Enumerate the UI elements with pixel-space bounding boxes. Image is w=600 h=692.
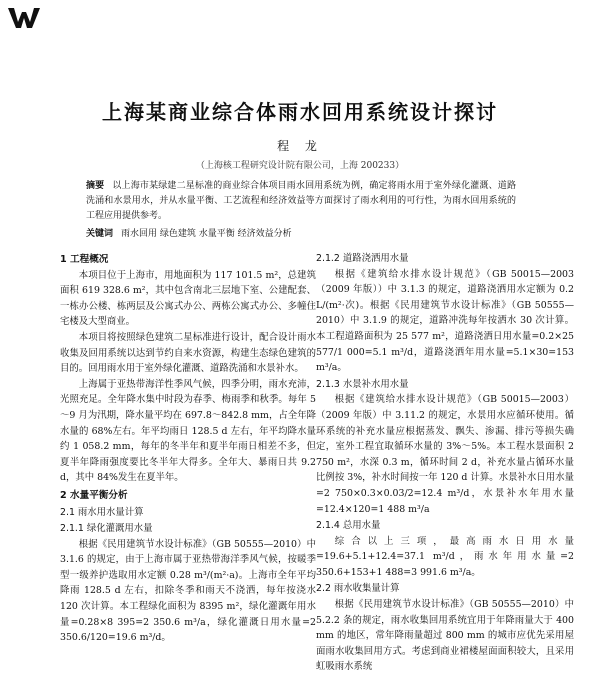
publisher-logo	[8, 4, 44, 30]
left-column	[60, 250, 316, 646]
paragraph: 根据《民用建筑节水设计标准》（GB 50555—2010）中 5.2.2 条的规定，雨水收集回用系统宜用于年降雨量大于 400 mm 的地区，常年降雨量超过 800 mm 的城市应优先采用屋面雨水收集回用方式。考虑到商业裙楼屋面面积较大，且采用虹吸雨水系统	[316, 599, 574, 673]
section-heading: 1 工程概况	[60, 254, 109, 265]
paragraph: 根据《建筑给水排水设计规范》（GB 50015—2003）（2009 年版）中 3.11.2 的规定，水景用水应循环使用。循环系统的补充水量应根据蒸发、飘失、渗漏、排污等损失确定，室外工程宜取循环水量的 3%～5%。本工程水景面积 2 750 m²，水深 0.3 m，循环时间 2 d，补充水量占循环水量比例按 3%，补水时间按一年 120 d 计算。水景补水日用水量=2 750×0.3×0.03/2=12.4 m³/d，水景补水年用水量=12.4×120=1 488 m³/a	[316, 394, 574, 515]
paragraph: 根据《民用建筑节水设计标准》（GB 50555—2010）中 3.1.6 的规定，由于上海市属于亚热带海洋季风气候，按暖季型一级养护选取用水定额 0.28 m³/(m²·a)。上海市全年平均降雨 128.5 d 左右，扣除冬季和雨天不浇洒，每年按浇水 120 次计算。本工程绿化面积为 8395 m²，绿化灌溉年用水量=0.28×8 395=2 350.6 m³/a，绿化灌溉日用水量=2 350.6/120=19.6 m³/d。	[60, 538, 316, 644]
author-name: 程 龙	[277, 139, 323, 153]
paragraph: 本项目将按照绿色建筑二星标准进行设计，配合设计雨水收集及回用系统以达到节约自来水资源，构建生态绿色建筑的目的。回用雨水用于室外绿化灌溉、道路洗涌和水景补水。	[60, 331, 316, 375]
subsection-heading: 2.1.4 总用水量	[316, 520, 381, 532]
paragraph: 综合以上三项，最高雨水日用水量=19.6+5.1+12.4=37.1 m³/d，雨水年用水量=2 350.6+153+1 488=3 991.6 m³/a。	[316, 535, 574, 578]
keywords-label: 关键词	[86, 229, 114, 239]
abstract-label: 摘要	[86, 181, 105, 191]
subsection-heading: 2.1 雨水用水量计算	[60, 506, 144, 518]
keywords-text: 雨水回用 绿色建筑 水量平衡 经济效益分析	[121, 229, 292, 239]
abstract	[86, 179, 516, 224]
abstract-text: 以上海市某绿建二星标准的商业综合体项目雨水回用系统为例，确定将雨水用于室外绿化灌溉、道路洗涌和水景用水，并从水量平衡、工艺流程和经济效益等方面探讨了雨水利用的可行性，为雨水回用系统的工程应用提供参考。	[86, 181, 516, 221]
keywords	[86, 226, 516, 239]
paragraph: 本项目位于上海市，用地面积为 117 101.5 m²，总建筑面积 619 328.6 m²，其中包含南北三层地下室、公建配套、一栋办公楼、栋两层及公寓式办公、两栋公寓式办公、多幢住宅楼及大型商业。	[60, 269, 316, 328]
subsection-heading: 2.2 雨水收集量计算	[316, 583, 400, 595]
author-affiliation: （上海核工程研究设计院有限公司，上海 200233）	[195, 161, 405, 171]
paragraph: 根据《建筑给水排水设计规范》（GB 50015—2003（2009 年版））中 3.1.3 的规定，道路浇洒用水定额为 0.2 L/(m²·次)。根据《民用建筑节水设计标准》（GB 50555—2010）中 3.1.9 的规定，道路冲洗每年按洒水 30 次计算。本工程道路面积为 25 577 m²，道路浇洒日用水量=0.2×25 577/1 000=5.1 m³/d，道路浇洒年用水量=5.1×30=153 m³/a。	[316, 268, 574, 374]
subsection-heading: 2.1.1 绿化灌溉用水量	[60, 523, 153, 535]
subsection-heading: 2.1.3 水景补水用水量	[316, 378, 409, 390]
subsection-heading: 2.1.2 道路浇洒用水量	[316, 253, 409, 264]
paragraph: 上海属于亚热带海洋性季风气候，四季分明，雨水充沛，光照充足。全年降水集中时段为春季、梅雨季和秋季。每年 5～9 月为汛期，降水量平均在 697.8～842.8 mm，占全年降水量的 68%左右。年平均雨日 128.5 d 左右，年平均降水量约 1 058.2 mm，每年的冬半年和夏半年雨日相差不多，但夏半年降雨强度要比冬半年大得多。全年大、暴雨日共 9.2 d，其中 84%发生在夏半年。	[60, 378, 316, 484]
section-heading: 2 水量平衡分析	[60, 489, 128, 501]
article-title: 上海某商业综合体雨水回用系统设计探讨	[102, 100, 498, 124]
right-column	[316, 250, 574, 675]
